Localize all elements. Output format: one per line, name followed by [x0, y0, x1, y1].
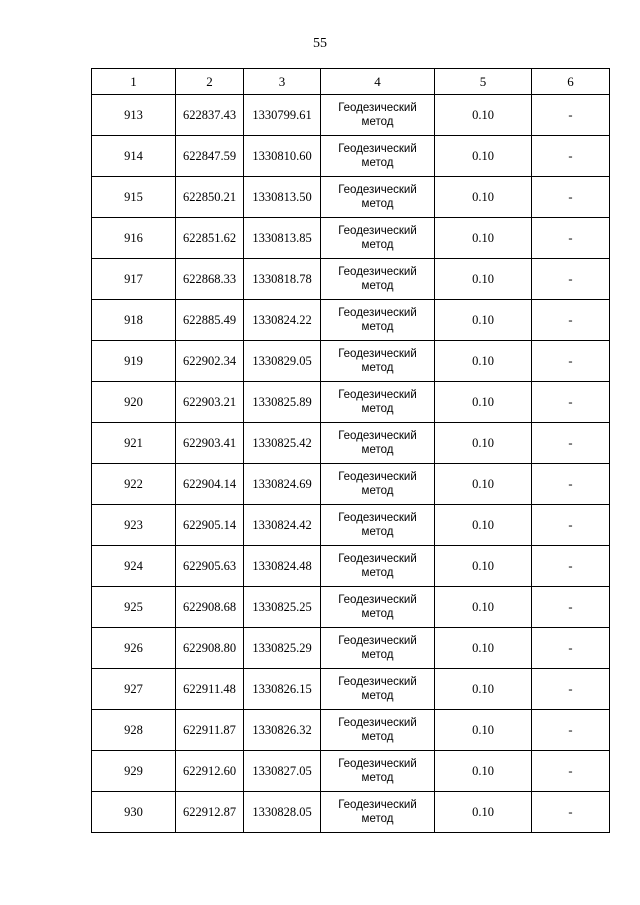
method-text-line: Геодезический — [338, 758, 417, 770]
note-cell: - — [532, 95, 610, 136]
note-cell: - — [532, 669, 610, 710]
method-text-line: Геодезический — [338, 594, 417, 606]
method-cell — [321, 136, 435, 177]
point-number-cell: 929 — [92, 751, 176, 792]
point-number-cell: 922 — [92, 464, 176, 505]
table-row — [92, 177, 610, 218]
accuracy-cell: 0.10 — [435, 341, 532, 382]
point-number-cell: 913 — [92, 95, 176, 136]
x-coordinate-cell: 622905.14 — [176, 505, 244, 546]
method-text-line: метод — [361, 567, 394, 579]
accuracy-cell: 0.10 — [435, 95, 532, 136]
method-text-line: Геодезический — [338, 143, 417, 155]
x-coordinate-cell: 622847.59 — [176, 136, 244, 177]
y-coordinate-cell: 1330826.15 — [244, 669, 321, 710]
method-cell — [321, 259, 435, 300]
point-number-cell: 927 — [92, 669, 176, 710]
x-coordinate-cell: 622904.14 — [176, 464, 244, 505]
accuracy-cell: 0.10 — [435, 218, 532, 259]
method-cell — [321, 751, 435, 792]
note-cell: - — [532, 751, 610, 792]
x-coordinate-cell: 622905.63 — [176, 546, 244, 587]
y-coordinate-cell: 1330827.05 — [244, 751, 321, 792]
note-cell: - — [532, 792, 610, 833]
x-coordinate-cell: 622868.33 — [176, 259, 244, 300]
point-number-cell: 916 — [92, 218, 176, 259]
x-coordinate-cell: 622903.21 — [176, 382, 244, 423]
method-cell — [321, 218, 435, 259]
accuracy-cell: 0.10 — [435, 751, 532, 792]
accuracy-cell: 0.10 — [435, 259, 532, 300]
method-text-line: метод — [361, 485, 394, 497]
method-text-line: метод — [361, 731, 394, 743]
method-text-line: Геодезический — [338, 184, 417, 196]
col-header-3: 3 — [244, 69, 321, 95]
method-text-line: Геодезический — [338, 676, 417, 688]
x-coordinate-cell: 622885.49 — [176, 300, 244, 341]
method-text-line: Геодезический — [338, 512, 417, 524]
note-cell: - — [532, 136, 610, 177]
accuracy-cell: 0.10 — [435, 710, 532, 751]
y-coordinate-cell: 1330829.05 — [244, 341, 321, 382]
table-row — [92, 710, 610, 751]
method-text-line: метод — [361, 690, 394, 702]
method-text-line: Геодезический — [338, 635, 417, 647]
method-text-line: Геодезический — [338, 430, 417, 442]
method-cell — [321, 710, 435, 751]
x-coordinate-cell: 622912.87 — [176, 792, 244, 833]
method-text-line: Геодезический — [338, 553, 417, 565]
note-cell: - — [532, 423, 610, 464]
point-number-cell: 930 — [92, 792, 176, 833]
y-coordinate-cell: 1330824.48 — [244, 546, 321, 587]
table-row — [92, 95, 610, 136]
point-number-cell: 919 — [92, 341, 176, 382]
method-text-line: метод — [361, 813, 394, 825]
method-text-line: метод — [361, 362, 394, 374]
x-coordinate-cell: 622903.41 — [176, 423, 244, 464]
coordinates-table — [91, 68, 610, 833]
point-number-cell: 925 — [92, 587, 176, 628]
method-text-line: метод — [361, 198, 394, 210]
method-text-line: метод — [361, 649, 394, 661]
method-text-line: Геодезический — [338, 307, 417, 319]
accuracy-cell: 0.10 — [435, 177, 532, 218]
header-row — [92, 69, 610, 95]
method-cell — [321, 95, 435, 136]
table-row — [92, 587, 610, 628]
x-coordinate-cell: 622902.34 — [176, 341, 244, 382]
method-cell — [321, 464, 435, 505]
note-cell: - — [532, 587, 610, 628]
accuracy-cell: 0.10 — [435, 546, 532, 587]
method-text-line: Геодезический — [338, 389, 417, 401]
method-cell — [321, 505, 435, 546]
col-header-4: 4 — [321, 69, 435, 95]
note-cell: - — [532, 341, 610, 382]
y-coordinate-cell: 1330810.60 — [244, 136, 321, 177]
y-coordinate-cell: 1330825.42 — [244, 423, 321, 464]
note-cell: - — [532, 382, 610, 423]
method-cell — [321, 177, 435, 218]
point-number-cell: 915 — [92, 177, 176, 218]
method-text-line: метод — [361, 157, 394, 169]
table-row — [92, 792, 610, 833]
method-text-line: метод — [361, 280, 394, 292]
table-row — [92, 546, 610, 587]
method-text-line: Геодезический — [338, 471, 417, 483]
method-text-line: метод — [361, 444, 394, 456]
note-cell: - — [532, 546, 610, 587]
method-text-line: Геодезический — [338, 266, 417, 278]
accuracy-cell: 0.10 — [435, 505, 532, 546]
table-body — [92, 95, 610, 833]
note-cell: - — [532, 300, 610, 341]
method-cell — [321, 300, 435, 341]
point-number-cell: 917 — [92, 259, 176, 300]
method-cell — [321, 546, 435, 587]
accuracy-cell: 0.10 — [435, 587, 532, 628]
note-cell: - — [532, 505, 610, 546]
method-cell — [321, 587, 435, 628]
table-row — [92, 505, 610, 546]
x-coordinate-cell: 622912.60 — [176, 751, 244, 792]
accuracy-cell: 0.10 — [435, 136, 532, 177]
method-text-line: метод — [361, 321, 394, 333]
method-cell — [321, 792, 435, 833]
y-coordinate-cell: 1330824.22 — [244, 300, 321, 341]
table-row — [92, 341, 610, 382]
method-cell — [321, 341, 435, 382]
accuracy-cell: 0.10 — [435, 300, 532, 341]
accuracy-cell: 0.10 — [435, 464, 532, 505]
method-text-line: метод — [361, 772, 394, 784]
accuracy-cell: 0.10 — [435, 423, 532, 464]
method-text-line: метод — [361, 403, 394, 415]
x-coordinate-cell: 622911.48 — [176, 669, 244, 710]
point-number-cell: 923 — [92, 505, 176, 546]
table-row — [92, 218, 610, 259]
note-cell: - — [532, 628, 610, 669]
accuracy-cell: 0.10 — [435, 669, 532, 710]
table-row — [92, 300, 610, 341]
method-text-line: Геодезический — [338, 102, 417, 114]
method-text-line: метод — [361, 239, 394, 251]
y-coordinate-cell: 1330828.05 — [244, 792, 321, 833]
accuracy-cell: 0.10 — [435, 792, 532, 833]
table-row — [92, 464, 610, 505]
col-header-6: 6 — [532, 69, 610, 95]
method-text-line: Геодезический — [338, 717, 417, 729]
accuracy-cell: 0.10 — [435, 628, 532, 669]
point-number-cell: 926 — [92, 628, 176, 669]
note-cell: - — [532, 464, 610, 505]
y-coordinate-cell: 1330824.69 — [244, 464, 321, 505]
method-text-line: Геодезический — [338, 225, 417, 237]
method-text-line: Геодезический — [338, 799, 417, 811]
method-cell — [321, 423, 435, 464]
method-text-line: метод — [361, 116, 394, 128]
x-coordinate-cell: 622850.21 — [176, 177, 244, 218]
note-cell: - — [532, 177, 610, 218]
y-coordinate-cell: 1330813.50 — [244, 177, 321, 218]
y-coordinate-cell: 1330825.25 — [244, 587, 321, 628]
method-cell — [321, 669, 435, 710]
point-number-cell: 918 — [92, 300, 176, 341]
method-text-line: метод — [361, 526, 394, 538]
note-cell: - — [532, 259, 610, 300]
accuracy-cell: 0.10 — [435, 382, 532, 423]
table-row — [92, 259, 610, 300]
x-coordinate-cell: 622908.68 — [176, 587, 244, 628]
y-coordinate-cell: 1330826.32 — [244, 710, 321, 751]
point-number-cell: 921 — [92, 423, 176, 464]
point-number-cell: 920 — [92, 382, 176, 423]
x-coordinate-cell: 622908.80 — [176, 628, 244, 669]
x-coordinate-cell: 622837.43 — [176, 95, 244, 136]
y-coordinate-cell: 1330825.89 — [244, 382, 321, 423]
table-row — [92, 136, 610, 177]
method-cell — [321, 382, 435, 423]
page-number: 55 — [313, 36, 327, 51]
y-coordinate-cell: 1330799.61 — [244, 95, 321, 136]
x-coordinate-cell: 622851.62 — [176, 218, 244, 259]
table-row — [92, 423, 610, 464]
method-cell — [321, 628, 435, 669]
point-number-cell: 924 — [92, 546, 176, 587]
point-number-cell: 914 — [92, 136, 176, 177]
col-header-1: 1 — [92, 69, 176, 95]
table-row — [92, 669, 610, 710]
y-coordinate-cell: 1330818.78 — [244, 259, 321, 300]
note-cell: - — [532, 218, 610, 259]
method-text-line: Геодезический — [338, 348, 417, 360]
y-coordinate-cell: 1330825.29 — [244, 628, 321, 669]
y-coordinate-cell: 1330824.42 — [244, 505, 321, 546]
table-row — [92, 382, 610, 423]
table-row — [92, 628, 610, 669]
x-coordinate-cell: 622911.87 — [176, 710, 244, 751]
col-header-2: 2 — [176, 69, 244, 95]
note-cell: - — [532, 710, 610, 751]
y-coordinate-cell: 1330813.85 — [244, 218, 321, 259]
table-row — [92, 751, 610, 792]
point-number-cell: 928 — [92, 710, 176, 751]
method-text-line: метод — [361, 608, 394, 620]
col-header-5: 5 — [435, 69, 532, 95]
